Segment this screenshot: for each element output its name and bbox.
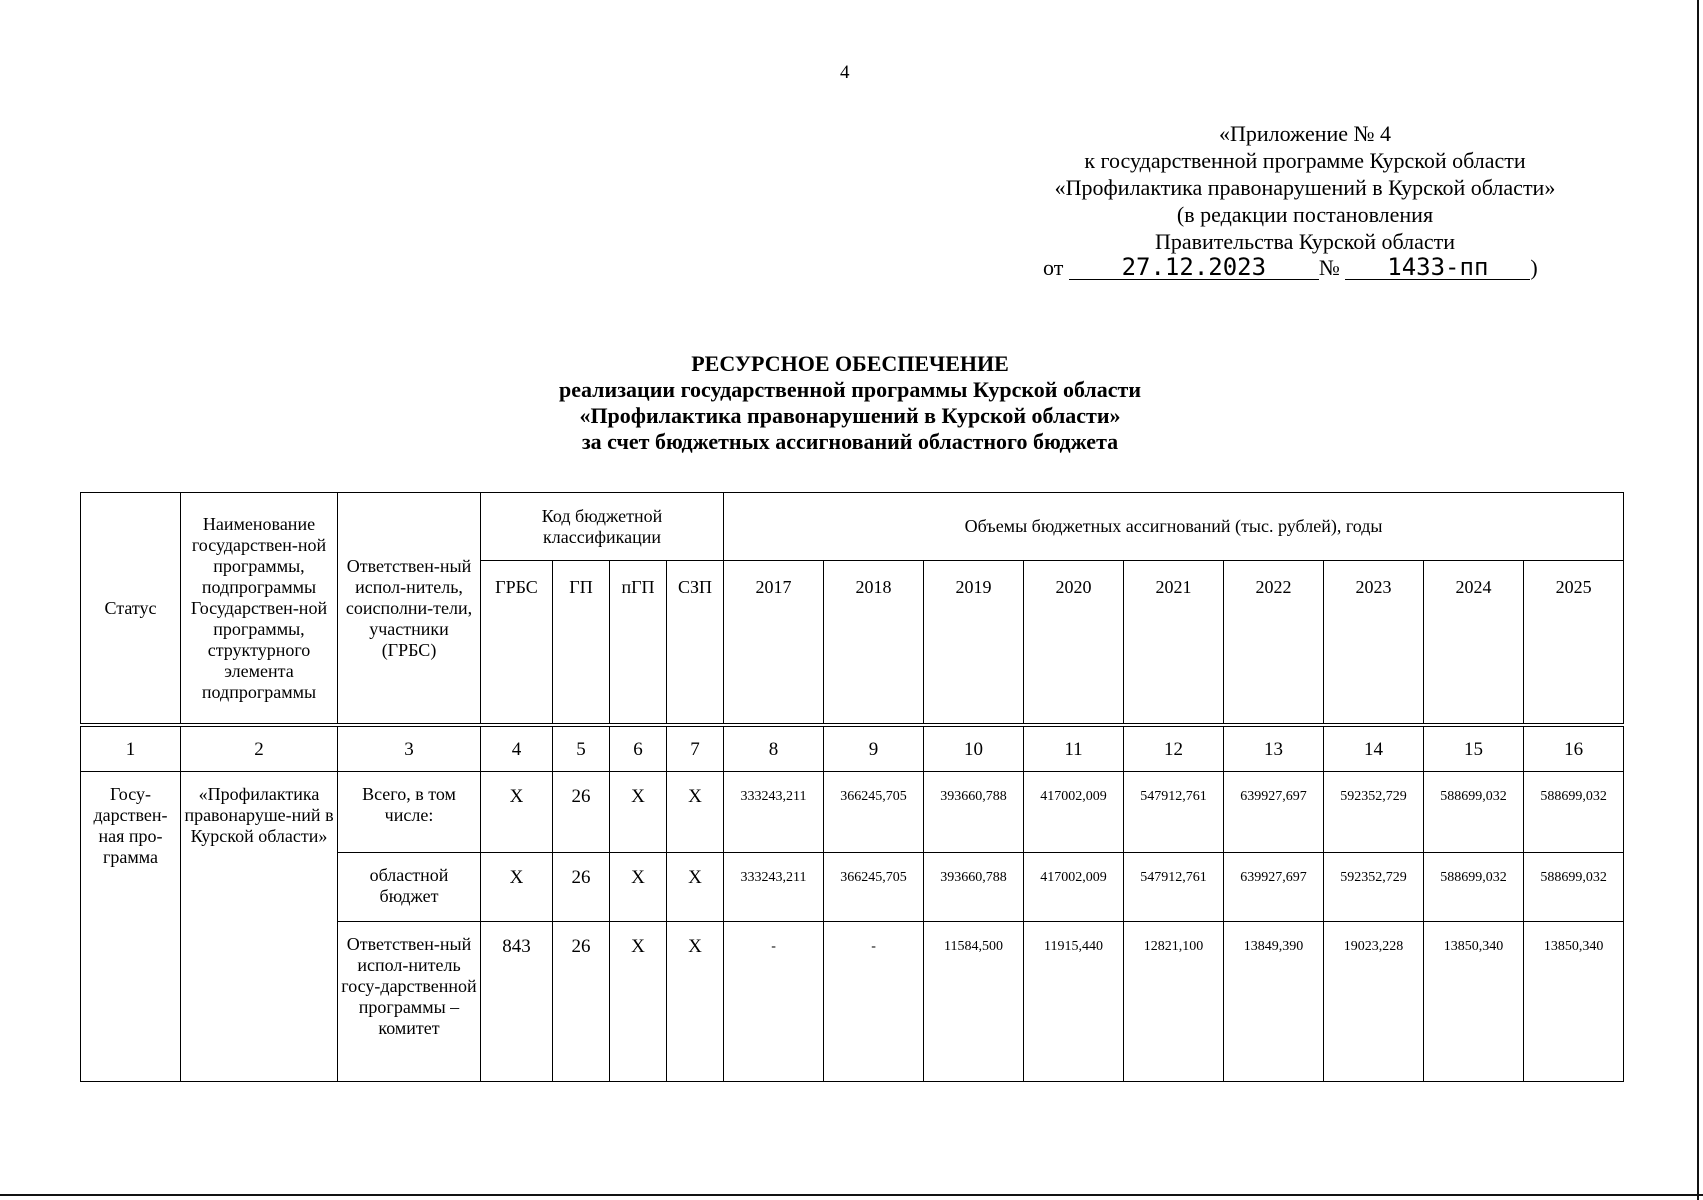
column-number: 16 bbox=[1524, 727, 1624, 772]
pgp-cell: Х bbox=[610, 853, 667, 922]
value-cell: 547912,761 bbox=[1124, 772, 1224, 853]
executor-cell: областной бюджет bbox=[338, 853, 481, 922]
value-cell: 12821,100 bbox=[1124, 922, 1224, 1082]
document-title bbox=[350, 351, 1350, 455]
pgp-cell: Х bbox=[610, 922, 667, 1082]
header-year: 2019 bbox=[924, 561, 1024, 724]
value-cell: 639927,697 bbox=[1224, 853, 1324, 922]
column-number: 6 bbox=[610, 727, 667, 772]
header-budget-volumes: Объемы бюджетных ассигнований (тыс. рублей), годы bbox=[724, 493, 1624, 561]
decree-date-line bbox=[1043, 255, 1538, 281]
number-prefix: № bbox=[1318, 255, 1340, 280]
column-number: 2 bbox=[181, 727, 338, 772]
column-number: 11 bbox=[1024, 727, 1124, 772]
column-number: 12 bbox=[1124, 727, 1224, 772]
header-year: 2021 bbox=[1124, 561, 1224, 724]
value-cell: - bbox=[724, 922, 824, 1082]
header-year: 2020 bbox=[1024, 561, 1124, 724]
header-year: 2022 bbox=[1224, 561, 1324, 724]
header-budget-code: Код бюджетной классификации bbox=[481, 493, 724, 561]
title-line-2: реализации государственной программы Курской области bbox=[558, 377, 1141, 402]
value-cell: 11915,440 bbox=[1024, 922, 1124, 1082]
resource-table bbox=[80, 492, 1624, 1082]
column-number: 5 bbox=[553, 727, 610, 772]
grbs-cell: Х bbox=[481, 853, 553, 922]
column-number: 8 bbox=[724, 727, 824, 772]
grbs-cell: Х bbox=[481, 772, 553, 853]
value-cell: 639927,697 bbox=[1224, 772, 1324, 853]
header-year: 2024 bbox=[1424, 561, 1524, 724]
appendix-line: Правительства Курской области bbox=[1154, 229, 1456, 254]
value-cell: 588699,032 bbox=[1424, 853, 1524, 922]
header-code-grbs: ГРБС bbox=[481, 561, 553, 724]
value-cell: 417002,009 bbox=[1024, 772, 1124, 853]
value-cell: 13850,340 bbox=[1424, 922, 1524, 1082]
value-cell: 366245,705 bbox=[824, 772, 924, 853]
title-line-3: «Профилактика правонарушений в Курской области» bbox=[579, 403, 1121, 428]
header-year: 2018 bbox=[824, 561, 924, 724]
gp-cell: 26 bbox=[553, 922, 610, 1082]
header-code-szp: СЗП bbox=[667, 561, 724, 724]
szp-cell: Х bbox=[667, 922, 724, 1082]
table-row bbox=[81, 772, 1624, 853]
header-year: 2025 bbox=[1524, 561, 1624, 724]
column-number: 10 bbox=[924, 727, 1024, 772]
column-number: 14 bbox=[1324, 727, 1424, 772]
gp-cell: 26 bbox=[553, 853, 610, 922]
gp-cell: 26 bbox=[553, 772, 610, 853]
szp-cell: Х bbox=[667, 853, 724, 922]
value-cell: 19023,228 bbox=[1324, 922, 1424, 1082]
status-cell: Госу-дарствен-ная про-грамма bbox=[81, 772, 181, 1082]
date-prefix: от bbox=[1043, 255, 1064, 280]
column-number: 7 bbox=[667, 727, 724, 772]
appendix-block bbox=[980, 120, 1630, 255]
pgp-cell: Х bbox=[610, 772, 667, 853]
value-cell: - bbox=[824, 922, 924, 1082]
column-number: 13 bbox=[1224, 727, 1324, 772]
decree-date: 27.12.2023 bbox=[1069, 255, 1319, 280]
appendix-line: «Профилактика правонарушений в Курской области» bbox=[1054, 175, 1556, 200]
value-cell: 547912,761 bbox=[1124, 853, 1224, 922]
column-number: 15 bbox=[1424, 727, 1524, 772]
column-number: 3 bbox=[338, 727, 481, 772]
executor-cell: Всего, в том числе: bbox=[338, 772, 481, 853]
program-name-cell: «Профилактика правонаруше-ний в Курской области» bbox=[181, 772, 338, 1082]
value-cell: 333243,211 bbox=[724, 772, 824, 853]
value-cell: 417002,009 bbox=[1024, 853, 1124, 922]
header-executor: Ответствен-ный испол-нитель, соисполни-тели, участники (ГРБС) bbox=[338, 493, 481, 724]
appendix-line: к государственной программе Курской области bbox=[1084, 148, 1526, 173]
page-edge-right bbox=[1697, 0, 1699, 1200]
value-cell: 393660,788 bbox=[924, 772, 1024, 853]
column-number: 9 bbox=[824, 727, 924, 772]
value-cell: 333243,211 bbox=[724, 853, 824, 922]
value-cell: 588699,032 bbox=[1424, 772, 1524, 853]
value-cell: 592352,729 bbox=[1324, 853, 1424, 922]
header-code-pgp: пГП bbox=[610, 561, 667, 724]
appendix-line: (в редакции постановления bbox=[1176, 202, 1434, 227]
decree-number: 1433-пп bbox=[1345, 255, 1530, 280]
title-line-1: РЕСУРСНОЕ ОБЕСПЕЧЕНИЕ bbox=[691, 351, 1009, 376]
closing-paren: ) bbox=[1530, 255, 1538, 280]
appendix-line: «Приложение № 4 bbox=[1218, 121, 1392, 146]
header-year: 2023 bbox=[1324, 561, 1424, 724]
header-year: 2017 bbox=[724, 561, 824, 724]
column-number: 4 bbox=[481, 727, 553, 772]
header-status: Статус bbox=[81, 493, 181, 724]
column-numbers-row bbox=[81, 727, 1624, 772]
value-cell: 13849,390 bbox=[1224, 922, 1324, 1082]
header-program-name: Наименование государствен-ной программы, подпрограммы Государствен-ной программы, структурного элемента подпрограммы bbox=[181, 493, 338, 724]
value-cell: 588699,032 bbox=[1524, 772, 1624, 853]
value-cell: 588699,032 bbox=[1524, 853, 1624, 922]
header-code-gp: ГП bbox=[553, 561, 610, 724]
value-cell: 393660,788 bbox=[924, 853, 1024, 922]
value-cell: 366245,705 bbox=[824, 853, 924, 922]
page-number: 4 bbox=[840, 62, 850, 83]
value-cell: 592352,729 bbox=[1324, 772, 1424, 853]
executor-cell: Ответствен-ный испол-нитель госу-дарственной программы – комитет bbox=[338, 922, 481, 1082]
grbs-cell: 843 bbox=[481, 922, 553, 1082]
page-edge-bottom bbox=[0, 1194, 1703, 1196]
value-cell: 11584,500 bbox=[924, 922, 1024, 1082]
title-line-4: за счет бюджетных ассигнований областного бюджета bbox=[581, 429, 1119, 454]
column-number: 1 bbox=[81, 727, 181, 772]
value-cell: 13850,340 bbox=[1524, 922, 1624, 1082]
szp-cell: Х bbox=[667, 772, 724, 853]
